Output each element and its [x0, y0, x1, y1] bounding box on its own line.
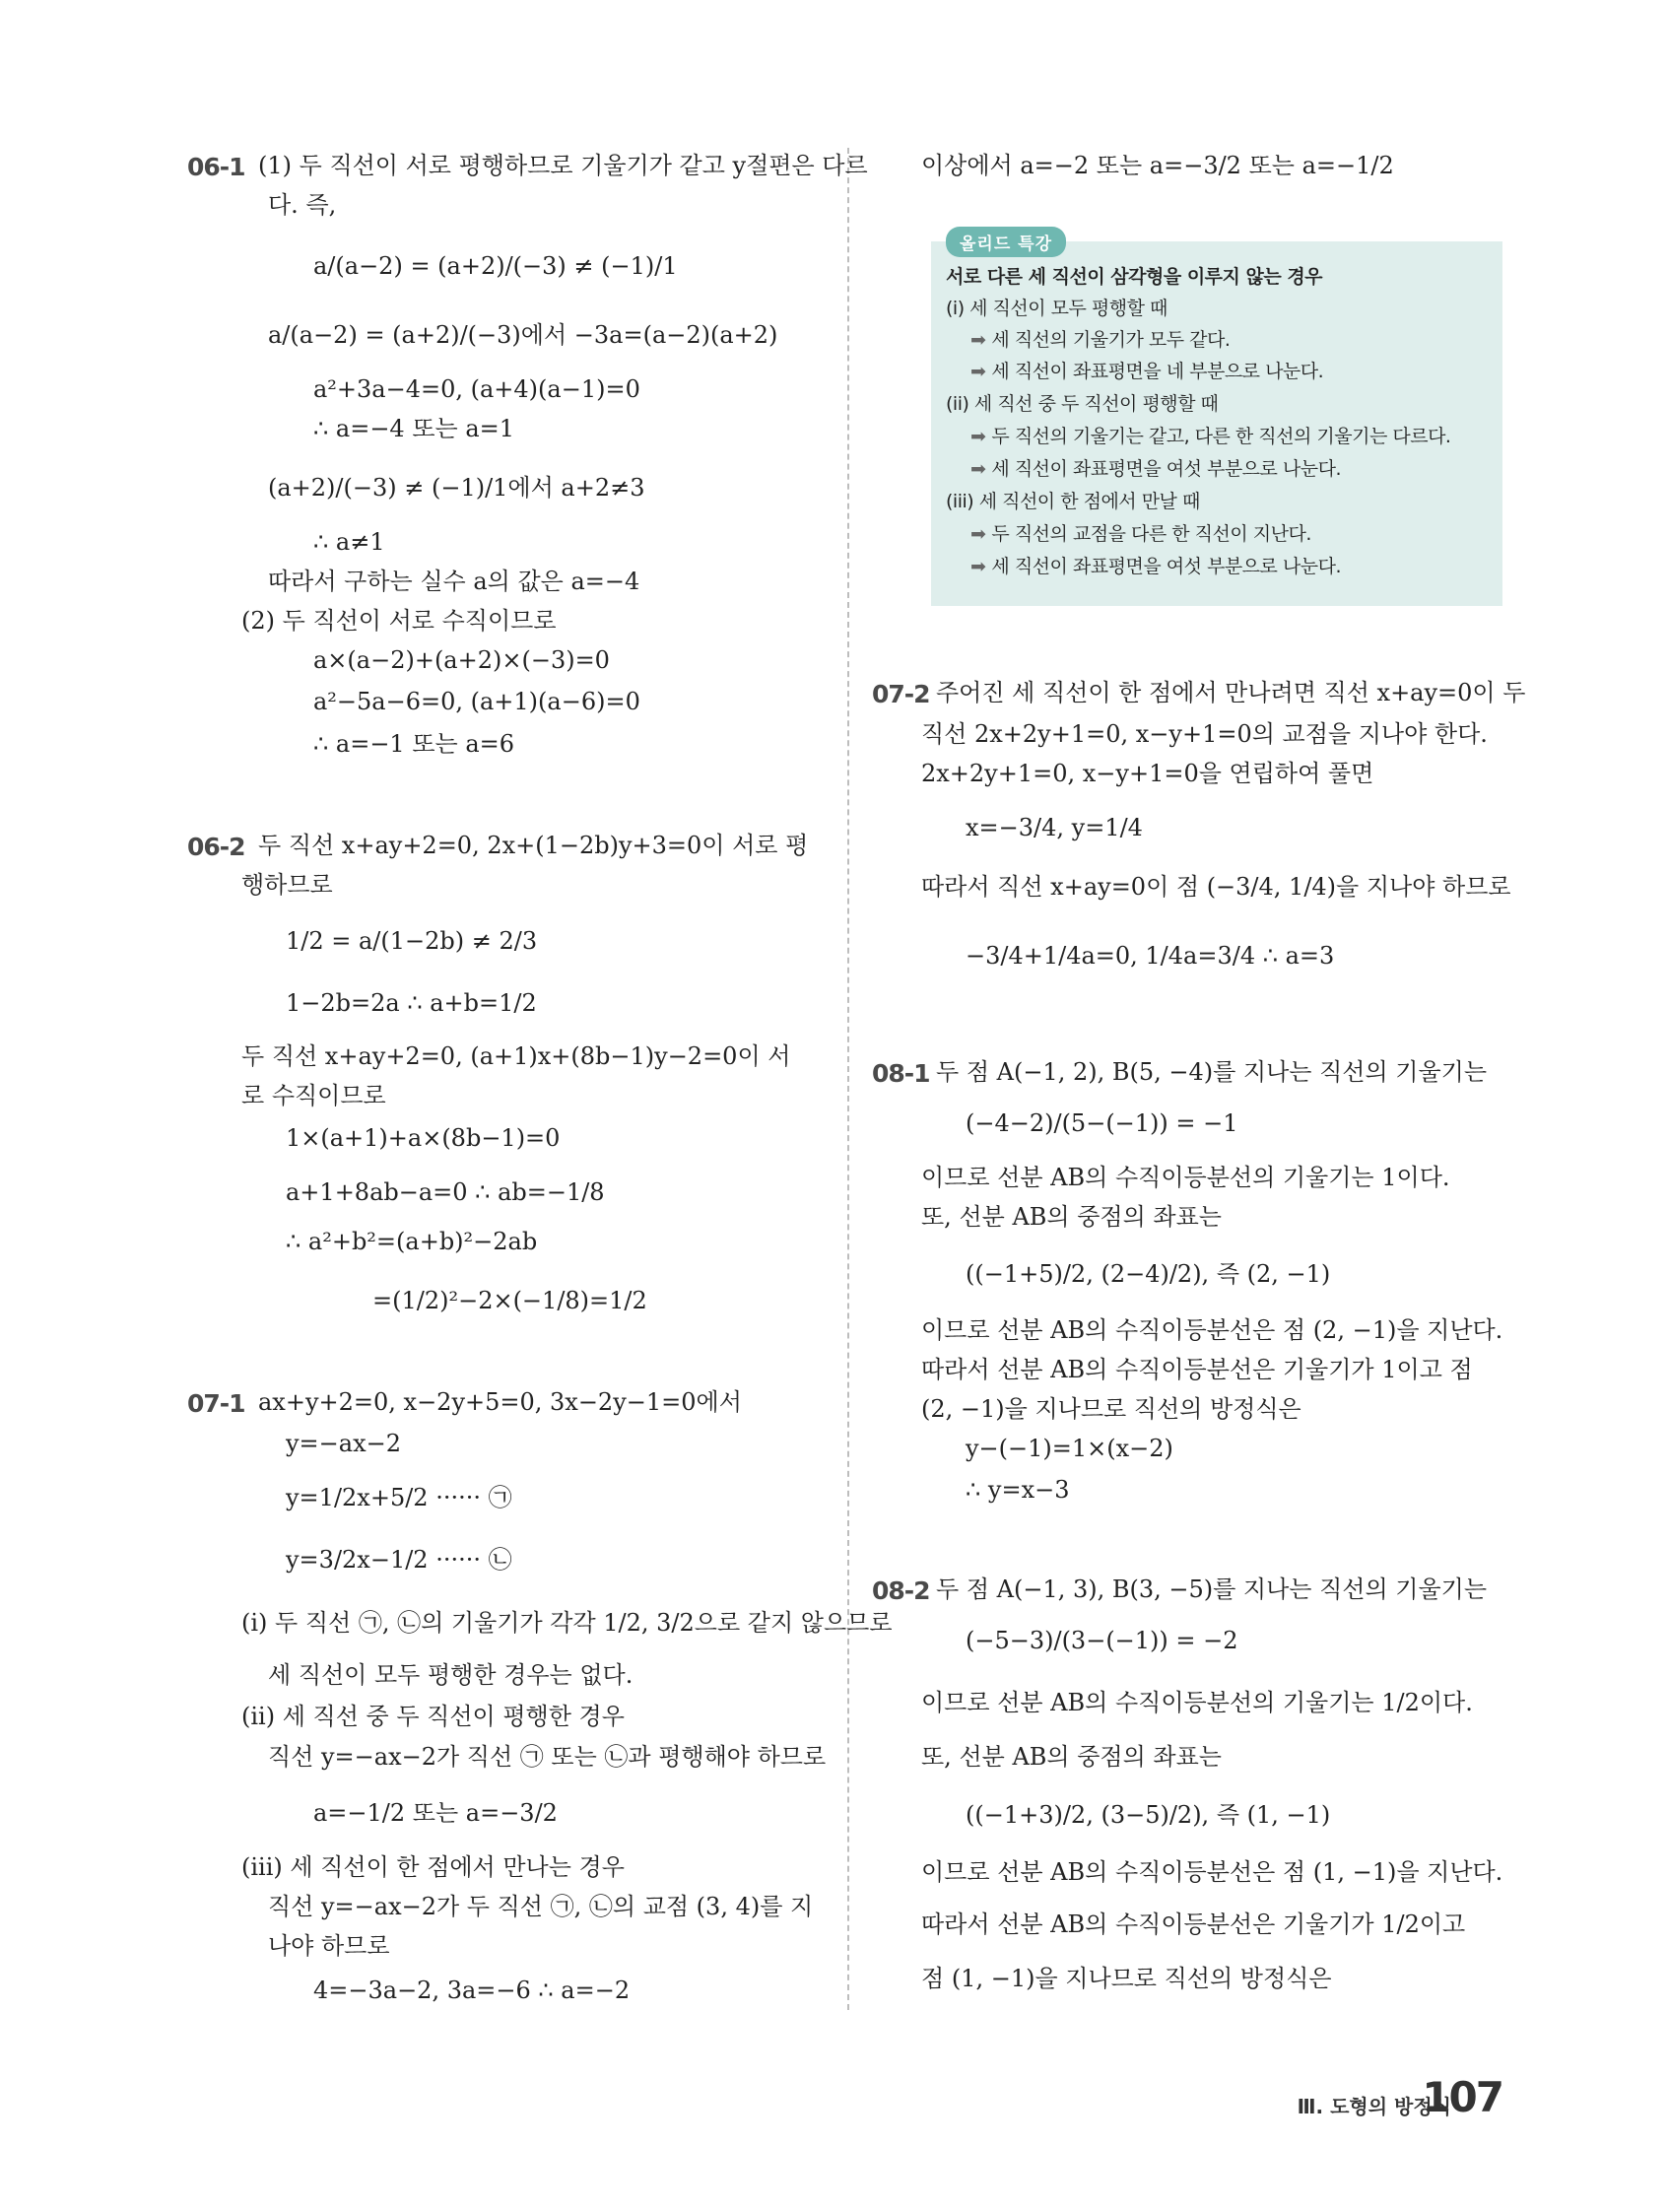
problem-id-08-2: 08-2	[872, 1576, 930, 1605]
equation-line: ∴ a=−1 또는 a=6	[313, 730, 515, 758]
equation-line: ((−1+3)/2, (3−5)/2), 즉 (1, −1)	[966, 1801, 1331, 1829]
text-line: 2x+2y+1=0, x−y+1=0을 연립하여 풀면	[921, 760, 1374, 787]
equation-line: ∴ a²+b²=(a+b)²−2ab	[286, 1228, 538, 1255]
tip-item: ➡ 두 직선의 기울기는 같고, 다른 한 직선의 기울기는 다르다.	[970, 426, 1451, 447]
tip-item: ➡ 두 직선의 교점을 다른 한 직선이 지난다.	[970, 523, 1311, 545]
problem-id-07-1: 07-1	[187, 1389, 245, 1418]
tip-case: (i) 세 직선이 모두 평행할 때	[946, 298, 1168, 319]
page-number: 107	[1422, 2073, 1502, 2121]
text-line: 따라서 선분 AB의 수직이등분선은 기울기가 1/2이고	[921, 1910, 1466, 1938]
text-line: 주어진 세 직선이 한 점에서 만나려면 직선 x+ay=0이 두	[936, 679, 1526, 706]
text-line: 이므로 선분 AB의 수직이등분선의 기울기는 1이다.	[921, 1164, 1450, 1191]
text-line: 직선 y=−ax−2가 직선 ㉠ 또는 ㉡과 평행해야 하므로	[268, 1743, 827, 1771]
text-line: 로 수직이므로	[241, 1082, 386, 1109]
tip-item: ➡ 세 직선이 좌표평면을 네 부분으로 나눈다.	[970, 361, 1324, 382]
tip-case: (iii) 세 직선이 한 점에서 만날 때	[946, 491, 1200, 512]
equation-line: a²+3a−4=0, (a+4)(a−1)=0	[313, 375, 640, 403]
text-line: 나야 하므로	[268, 1932, 390, 1960]
text-line: 직선 y=−ax−2가 두 직선 ㉠, ㉡의 교점 (3, 4)를 지	[268, 1893, 814, 1920]
tip-item: ➡ 세 직선이 좌표평면을 여섯 부분으로 나눈다.	[970, 458, 1342, 480]
tip-tag: 올리드 특강	[946, 227, 1066, 257]
problem-id-06-1: 06-1	[187, 153, 245, 181]
arrow-icon: ➡	[970, 426, 986, 447]
text-line: (2) 두 직선이 서로 수직이므로	[241, 607, 557, 635]
equation-line: a+1+8ab−a=0 ∴ ab=−1/8	[286, 1178, 605, 1206]
equation-line: 1/2 = a/(1−2b) ≠ 2/3	[286, 927, 538, 955]
text-line: 따라서 직선 x+ay=0이 점 (−3/4, 1/4)을 지나야 하므로	[921, 873, 1511, 901]
text-line: 따라서 구하는 실수 a의 값은 a=−4	[268, 568, 640, 595]
equation-line: (a+2)/(−3) ≠ (−1)/1에서 a+2≠3	[268, 474, 645, 502]
equation-line: y=3/2x−1/2 ······ ㉡	[286, 1546, 512, 1574]
text-line: 두 직선 x+ay+2=0, (a+1)x+(8b−1)y−2=0이 서	[241, 1042, 791, 1070]
problem-id-08-1: 08-1	[872, 1059, 930, 1088]
equation-line: 1×(a+1)+a×(8b−1)=0	[286, 1124, 561, 1152]
tip-case: (ii) 세 직선 중 두 직선이 평행할 때	[946, 393, 1219, 415]
problem-id-06-2: 06-2	[187, 833, 245, 861]
text-line: 직선 2x+2y+1=0, x−y+1=0의 교점을 지나야 한다.	[921, 720, 1488, 748]
equation-line: (−5−3)/(3−(−1)) = −2	[966, 1627, 1238, 1654]
equation-line: ∴ a=−4 또는 a=1	[313, 415, 515, 442]
tip-item: ➡ 세 직선이 좌표평면을 여섯 부분으로 나눈다.	[970, 556, 1342, 577]
equation-line: ∴ y=x−3	[966, 1476, 1070, 1504]
text-line: 또, 선분 AB의 중점의 좌표는	[921, 1203, 1222, 1231]
equation-line: 4=−3a−2, 3a=−6 ∴ a=−2	[313, 1977, 631, 2004]
text-line: (iii) 세 직선이 한 점에서 만나는 경우	[241, 1853, 625, 1881]
equation-line: 1−2b=2a ∴ a+b=1/2	[286, 989, 537, 1017]
text-line: 점 (1, −1)을 지나므로 직선의 방정식은	[921, 1965, 1332, 1992]
equation-line: =(1/2)²−2×(−1/8)=1/2	[372, 1287, 647, 1314]
equation-line: ((−1+5)/2, (2−4)/2), 즉 (2, −1)	[966, 1260, 1331, 1288]
text-line: 또, 선분 AB의 중점의 좌표는	[921, 1743, 1222, 1771]
text-line: 세 직선이 모두 평행한 경우는 없다.	[268, 1661, 634, 1689]
equation-line: −3/4+1/4a=0, 1/4a=3/4 ∴ a=3	[966, 942, 1335, 970]
arrow-icon: ➡	[970, 361, 986, 382]
conclusion-line: 이상에서 a=−2 또는 a=−3/2 또는 a=−1/2	[921, 152, 1394, 179]
equation-line: a=−1/2 또는 a=−3/2	[313, 1799, 558, 1827]
text-line: 행하므로	[241, 871, 333, 899]
arrow-icon: ➡	[970, 556, 986, 577]
equation-line: y=−ax−2	[286, 1430, 401, 1457]
text-line: 이므로 선분 AB의 수직이등분선은 점 (1, −1)을 지난다.	[921, 1858, 1503, 1886]
text-line: 다. 즉,	[268, 191, 337, 219]
equation-line: y−(−1)=1×(x−2)	[966, 1435, 1173, 1462]
arrow-icon: ➡	[970, 329, 986, 351]
equation-line: ax+y+2=0, x−2y+5=0, 3x−2y−1=0에서	[258, 1388, 742, 1416]
text-line: 두 점 A(−1, 3), B(3, −5)를 지나는 직선의 기울기는	[936, 1575, 1488, 1603]
equation-line: a×(a−2)+(a+2)×(−3)=0	[313, 646, 610, 674]
arrow-icon: ➡	[970, 523, 986, 545]
text-line: (1) 두 직선이 서로 평행하므로 기울기가 같고 y절편은 다르	[258, 152, 868, 179]
text-line: 이므로 선분 AB의 수직이등분선의 기울기는 1/2이다.	[921, 1689, 1473, 1716]
text-line: 두 직선 x+ay+2=0, 2x+(1−2b)y+3=0이 서로 평	[258, 832, 809, 859]
text-line: 따라서 선분 AB의 수직이등분선은 기울기가 1이고 점	[921, 1356, 1473, 1383]
equation-line: x=−3/4, y=1/4	[966, 814, 1143, 841]
text-line: 두 점 A(−1, 2), B(5, −4)를 지나는 직선의 기울기는	[936, 1058, 1488, 1086]
problem-id-07-2: 07-2	[872, 680, 930, 708]
equation-line: y=1/2x+5/2 ······ ㉠	[286, 1484, 512, 1511]
equation-line: a/(a−2) = (a+2)/(−3)에서 −3a=(a−2)(a+2)	[268, 321, 778, 349]
chapter-label: Ⅲ. 도형의 방정식	[1297, 2095, 1451, 2118]
text-line: 이므로 선분 AB의 수직이등분선은 점 (2, −1)을 지난다.	[921, 1316, 1503, 1344]
tip-item: ➡ 세 직선의 기울기가 모두 같다.	[970, 329, 1231, 351]
equation-line: a²−5a−6=0, (a+1)(a−6)=0	[313, 688, 640, 715]
text-line: (ii) 세 직선 중 두 직선이 평행한 경우	[241, 1703, 625, 1730]
text-line: (i) 두 직선 ㉠, ㉡의 기울기가 각각 1/2, 3/2으로 같지 않으므로	[241, 1609, 893, 1637]
equation-line: a/(a−2) = (a+2)/(−3) ≠ (−1)/1	[313, 252, 678, 280]
equation-line: (−4−2)/(5−(−1)) = −1	[966, 1109, 1238, 1137]
tip-title: 서로 다른 세 직선이 삼각형을 이루지 않는 경우	[946, 266, 1323, 288]
arrow-icon: ➡	[970, 458, 986, 480]
text-line: (2, −1)을 지나므로 직선의 방정식은	[921, 1395, 1301, 1423]
equation-line: ∴ a≠1	[313, 528, 385, 556]
column-divider	[847, 148, 849, 2010]
